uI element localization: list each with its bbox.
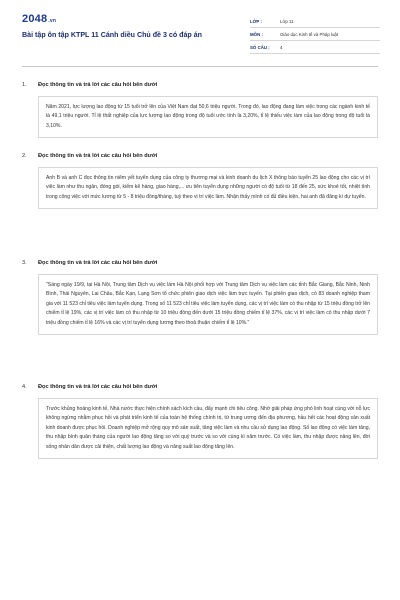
meta-row-class bbox=[250, 15, 380, 28]
question-body: Trước khủng hoảng kinh tế, Nhà nước thực hiện chính sách kích cầu, đẩy mạnh chi tiêu công. Nhờ giải pháp ứng phó linh hoạt cùng với nỗ lực không ngừng nhằm phục hồi và phát triển kinh tế của toàn hệ thống chính trị, từ trung ương đến địa phương, hầu hết các hoạt động sản xuất kinh doanh được phục hồi. Doanh nghiệp mở rộng quy mô sản xuất, tăng việc làm và nhu cầu sử dụng lao động. Số lao động có việc làm tăng, thu nhập bình quân tháng của người lao động tăng so với quý trước và so với cùng kì năm trước. Có việc làm, thu nhập được nâng lên, đời sống nhân dân được cải thiện, chất lượng lao động và năng suất lao động tăng lên. bbox=[38, 398, 378, 459]
meta-row-subject bbox=[250, 28, 380, 41]
question-title: Đọc thông tin và trả lời các câu hỏi bên dưới bbox=[38, 259, 158, 266]
question-1 bbox=[22, 80, 378, 138]
site-logo[interactable] bbox=[22, 13, 56, 25]
page-title: Bài tập ôn tập KTPL 11 Cánh diều Chủ đề 3 có đáp án bbox=[22, 31, 202, 39]
meta-key: MÔN : bbox=[250, 31, 263, 37]
meta-table bbox=[250, 15, 380, 54]
question-body: "Sáng ngày 19/9, tại Hà Nội, Trung tâm Dịch vụ việc làm Hà Nội phối hợp với Trung tâm Dịch vụ việc làm các tỉnh Bắc Giang, Bắc Ninh, Ninh Bình, Thái Nguyên, Lai Châu, Bắc Kạn, Lạng Sơn tổ chức phiên giao dịch việc làm trực tuyến. Tại phiên giao dịch, có 83 doanh nghiệp tham gia với 11 523 chỉ tiêu việc làm tuyển dụng. Trong số 11 523 chỉ tiêu việc làm tuyển dụng, các vị trí việc làm có thu nhập từ 15 triệu đồng trở lên chiếm tỉ lệ 19%, các vị trí việc làm có thu nhập từ 10 triệu đồng đến dưới 15 triệu đồng chiếm tỉ lệ 37%, các vị trí việc làm có thu nhập dưới 7 triệu đồng chiếm tỉ lệ 16% và các vị trí tuyển dụng lương theo thoả thuận chiếm tỉ lệ 10%." bbox=[38, 274, 378, 335]
question-number: 4. bbox=[22, 383, 27, 390]
meta-value: 4 bbox=[280, 44, 283, 50]
meta-value: Lớp 11 bbox=[280, 18, 294, 24]
logo-tld: .vn bbox=[48, 18, 57, 24]
question-heading bbox=[22, 80, 378, 89]
question-number: 1. bbox=[22, 81, 27, 88]
question-body: Anh B và anh C đọc thông tin niêm yết tuyển dụng của công ty thương mại và kinh doanh du lịch X thông báo tuyển 25 lao động cho các vị trí việc làm như thu ngân, đóng gói, kiểm kê hàng, giao hàng,... ưu tiên tuyển dụng những người có độ tuổi từ 18 đến 25, sức khoẻ tốt, nhiệt tình trong công việc với mức lương từ 5 - 8 triệu đồng/tháng, tuỳ theo vị trí việc làm. Nhận thấy mình có đủ điều kiện, hai anh đã đăng kí dự tuyển. bbox=[38, 167, 378, 209]
meta-value: Giáo dục Kinh tế và Pháp luật bbox=[280, 31, 339, 37]
question-body: Năm 2021, lực lượng lao động từ 15 tuổi trở lên của Việt Nam đạt 50,6 triệu người. Trong đó, lao động đang làm việc trong các ngành kinh tế là 49,1 triệu người. Tỉ lệ thất nghiệp của lực lượng lao động trong độ tuổi ước tính là 3,20%, tỉ lệ thiếu việc làm của lao động trong độ tuổi là 3,10%. bbox=[38, 96, 378, 138]
question-number: 2. bbox=[22, 152, 27, 159]
question-number: 3. bbox=[22, 259, 27, 266]
question-title: Đọc thông tin và trả lời các câu hỏi bên dưới bbox=[38, 81, 158, 88]
question-4 bbox=[22, 382, 378, 459]
question-3 bbox=[22, 258, 378, 335]
header-divider bbox=[22, 66, 378, 67]
meta-key: LỚP : bbox=[250, 18, 262, 24]
question-heading bbox=[22, 258, 378, 267]
question-heading bbox=[22, 151, 378, 160]
meta-key: SỐ CÂU : bbox=[250, 44, 270, 50]
meta-row-count bbox=[250, 41, 380, 54]
question-2 bbox=[22, 151, 378, 209]
logo-text: 2048 bbox=[22, 13, 48, 25]
question-title: Đọc thông tin và trả lời các câu hỏi bên dưới bbox=[38, 383, 158, 390]
page-header bbox=[0, 0, 400, 62]
question-heading bbox=[22, 382, 378, 391]
question-title: Đọc thông tin và trả lời các câu hỏi bên dưới bbox=[38, 152, 158, 159]
